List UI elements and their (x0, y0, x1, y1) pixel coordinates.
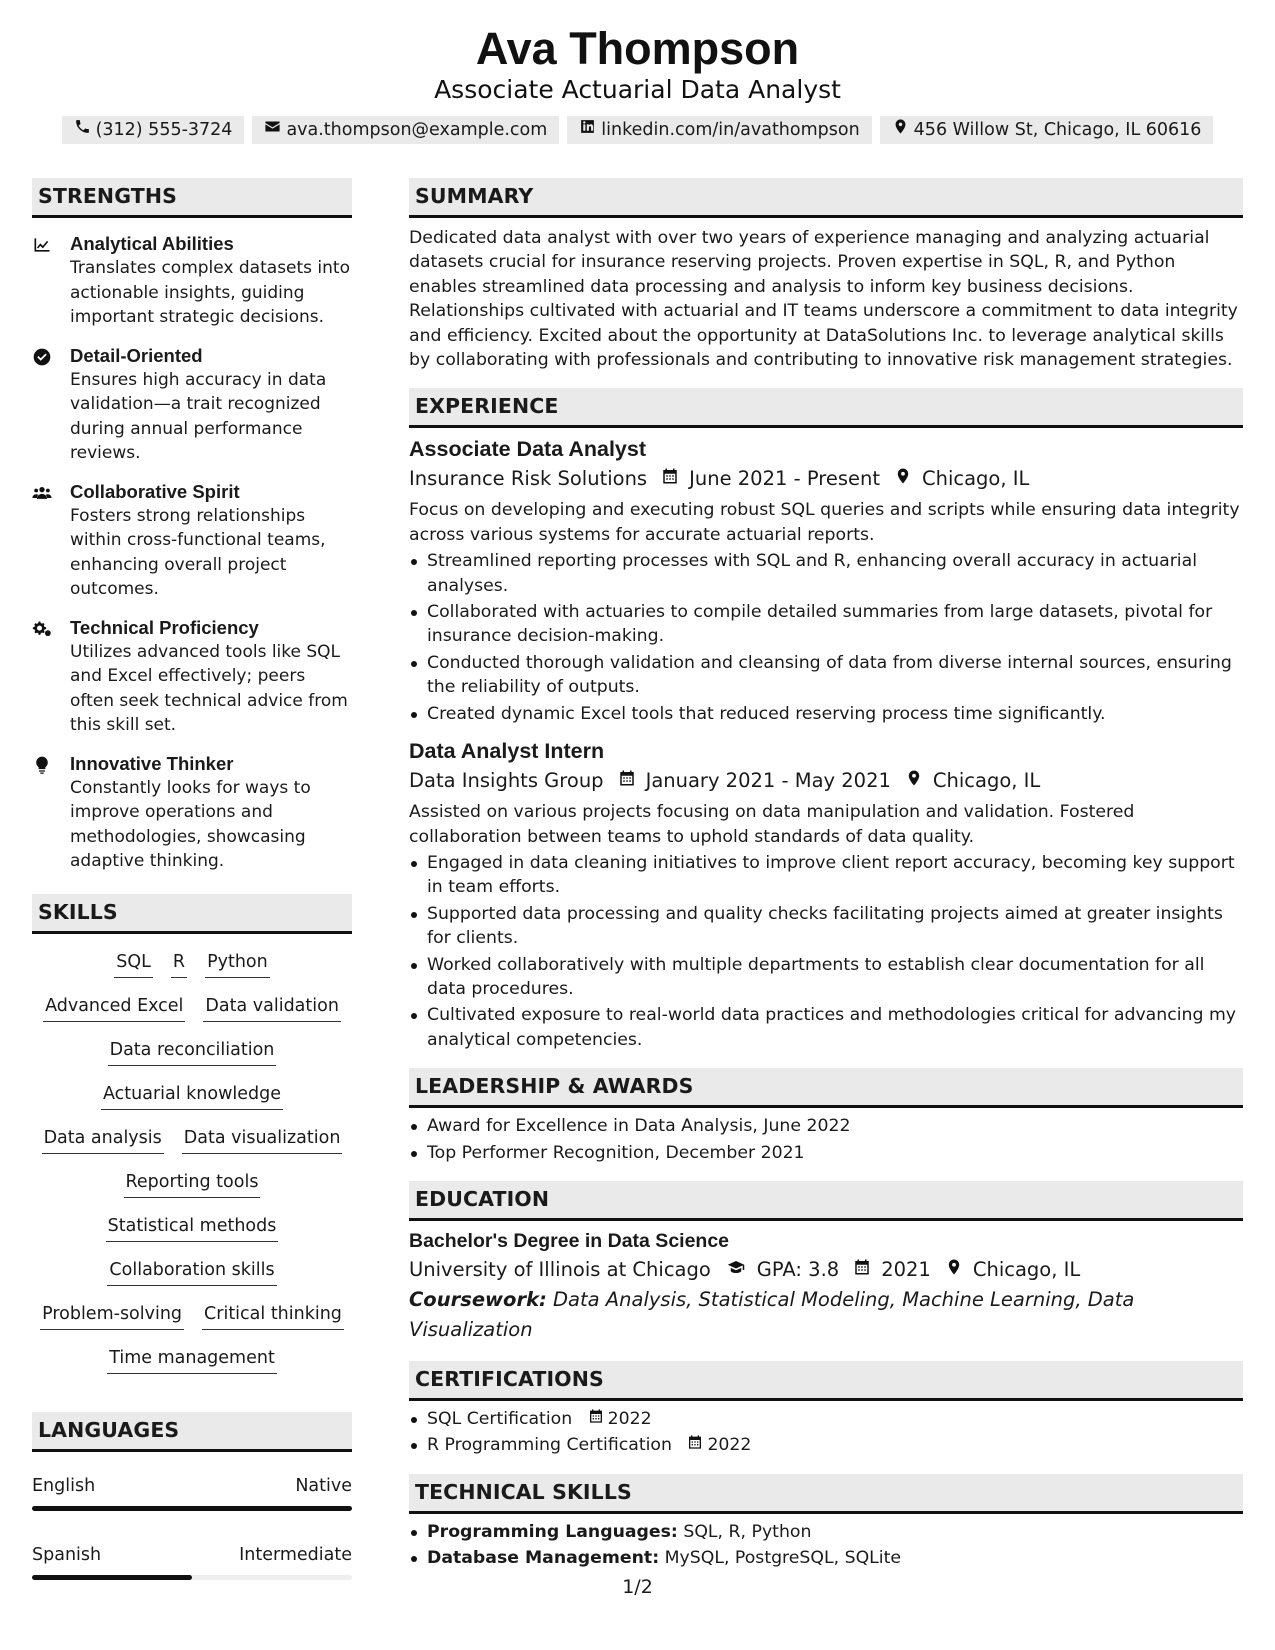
certification-item (409, 1407, 1243, 1431)
certification-name: R Programming Certification (427, 1435, 672, 1456)
company-name: Insurance Risk Solutions (409, 467, 648, 491)
strength-title: Detail-Oriented (70, 344, 203, 366)
language-name: Spanish (32, 1544, 102, 1565)
linkedin-text: linkedin.com/in/avathompson (601, 120, 860, 140)
technical-skill-label: Programming Languages: (427, 1521, 678, 1542)
job-title: Associate Data Analyst (409, 437, 646, 462)
certification-item (409, 1433, 1243, 1457)
job-bullet: Created dynamic Excel tools that reduced reserving process time significantly. (409, 702, 1243, 726)
skills-list (32, 948, 352, 1374)
job-bullet: Worked collaboratively with multiple departments to establish clear documentation for all data procedures. (409, 953, 1243, 1002)
skill-tag: Reporting tools (124, 1168, 261, 1198)
job-description: Assisted on various projects focusing on data manipulation and validation. Fostered collaboration between teams to uphold standards of data quality. (409, 802, 1135, 847)
strength-item (32, 232, 352, 330)
awards-list (409, 1114, 1243, 1165)
job-bullet: Engaged in data cleaning initiatives to improve client report accuracy, becoming key support in team efforts. (409, 851, 1243, 900)
job-bullet: Cultivated exposure to real-world data practices and methodologies critical for advancing my analytical competencies. (409, 1003, 1243, 1052)
language-item (32, 1543, 352, 1580)
award-item: Top Performer Recognition, December 2021 (409, 1141, 1243, 1165)
calendar-icon (647, 464, 689, 494)
resume-header (0, 0, 1275, 144)
skill-tag: Advanced Excel (43, 992, 185, 1022)
check-circle-icon (32, 344, 70, 466)
strength-item (32, 616, 352, 738)
job-entry (409, 736, 1243, 1052)
strength-text: Ensures high accuracy in data validation—a trait recognized during annual performance reviews. (70, 369, 327, 463)
users-icon (32, 480, 70, 602)
strength-text: Utilizes advanced tools like SQL and Excel effectively; peers often seek technical advice from this skill set. (70, 641, 348, 735)
contact-linkedin[interactable] (567, 116, 871, 144)
contact-email[interactable] (252, 116, 559, 144)
language-item (32, 1474, 352, 1511)
calendar-icon (588, 1407, 604, 1431)
strength-item (32, 480, 352, 602)
candidate-title: Associate Actuarial Data Analyst (434, 75, 841, 104)
certification-year: 2022 (707, 1435, 752, 1456)
strength-title: Technical Proficiency (70, 616, 259, 638)
skill-tag: Data visualization (182, 1124, 343, 1154)
job-bullet: Conducted thorough validation and cleansing of data from diverse internal sources, ensuring the reliability of outputs. (409, 651, 1243, 700)
education-entry (409, 1227, 1243, 1345)
school-name: University of Illinois at Chicago (409, 1257, 711, 1281)
linkedin-icon (579, 116, 596, 144)
contact-address (880, 116, 1214, 144)
strength-text: Fosters strong relationships within cross-functional teams, enhancing overall project outcomes. (70, 505, 326, 599)
job-location: Chicago, IL (932, 769, 1041, 793)
skill-tag: Actuarial knowledge (101, 1080, 283, 1110)
skill-tag: Data analysis (42, 1124, 164, 1154)
technical-skill-item (409, 1546, 1243, 1570)
strength-item (32, 752, 352, 874)
skill-tag: SQL (114, 948, 153, 978)
job-bullets (409, 851, 1243, 1052)
skill-tag: Statistical methods (106, 1212, 279, 1242)
job-dates: June 2021 - Present (689, 467, 880, 491)
strength-text: Translates complex datasets into actionable insights, guiding important strategic decisions. (70, 258, 350, 327)
job-bullets (409, 549, 1243, 726)
map-pin-icon (892, 116, 909, 144)
strength-text: Constantly looks for ways to improve operations and methodologies, showcasing adaptive thinking. (70, 777, 311, 871)
lightbulb-icon (32, 752, 70, 874)
job-bullet: Streamlined reporting processes with SQL and R, enhancing overall accuracy in actuarial analyses. (409, 549, 1243, 598)
degree-title: Bachelor's Degree in Data Science (409, 1229, 730, 1252)
skill-tag: Time management (107, 1344, 277, 1374)
calendar-icon (687, 1433, 703, 1457)
certifications-heading: CERTIFICATIONS (409, 1361, 1243, 1401)
contact-phone[interactable] (62, 116, 245, 144)
award-item: Award for Excellence in Data Analysis, June 2022 (409, 1114, 1243, 1138)
language-level: Native (295, 1475, 352, 1496)
technical-skill-label: Database Management: (427, 1548, 660, 1569)
left-column (32, 178, 352, 1580)
strength-title: Collaborative Spirit (70, 480, 240, 502)
phone-icon (74, 116, 91, 144)
strength-title: Analytical Abilities (70, 233, 234, 254)
gpa: GPA: 3.8 (756, 1257, 840, 1281)
language-name: English (32, 1475, 96, 1496)
technical-skill-item (409, 1520, 1243, 1544)
language-proficiency-bar (32, 1506, 352, 1511)
education-meta (409, 1255, 1243, 1285)
coursework-text: Data Analysis, Statistical Modeling, Machine Learning, Data Visualization (409, 1287, 1135, 1341)
graduation-year: 2021 (881, 1257, 931, 1281)
phone-text: (312) 555-3724 (95, 120, 233, 140)
contact-bar (0, 116, 1275, 144)
skill-tag: Data reconciliation (108, 1036, 277, 1066)
coursework-label: Coursework: (409, 1287, 547, 1311)
address-text: 456 Willow St, Chicago, IL 60616 (913, 120, 1202, 140)
summary-text: Dedicated data analyst with over two years of experience managing and analyzing actuarial datasets crucial for insurance reserving projects. Proven expertise in SQL, R, and Python enables streamlined data processing and analysis to inform key business decisions. Relationships cultivated with actuarial and IT teams underscore a commitment to data integrity and efficiency. Excited about the opportunity at DataSolutions Inc. to leverage analytical skills by collaborating with professionals and contributing to innovative risk management strategies. (409, 228, 1238, 371)
skill-tag: Python (205, 948, 270, 978)
gears-icon (32, 616, 70, 738)
map-pin-icon (880, 464, 922, 494)
coursework (409, 1285, 1243, 1345)
job-title: Data Analyst Intern (409, 739, 605, 764)
certification-year: 2022 (607, 1408, 652, 1429)
certification-name: SQL Certification (427, 1408, 573, 1429)
envelope-icon (264, 116, 281, 144)
job-entry (409, 434, 1243, 726)
graduation-cap-icon (711, 1255, 757, 1285)
strengths-heading: STRENGTHS (32, 178, 352, 218)
experience-heading: EXPERIENCE (409, 388, 1243, 428)
language-level: Intermediate (239, 1544, 352, 1565)
skill-tag: Problem-solving (40, 1300, 184, 1330)
job-meta (409, 766, 1243, 796)
chart-line-icon (32, 232, 70, 330)
awards-heading: LEADERSHIP & AWARDS (409, 1068, 1243, 1108)
email-text: ava.thompson@example.com (286, 120, 548, 140)
technical-skills-heading: TECHNICAL SKILLS (409, 1474, 1243, 1514)
education-heading: EDUCATION (409, 1181, 1243, 1221)
education-location: Chicago, IL (972, 1257, 1081, 1281)
job-meta (409, 464, 1243, 494)
job-dates: January 2021 - May 2021 (645, 769, 891, 793)
job-bullet: Collaborated with actuaries to compile detailed summaries from large datasets, pivotal for insurance decision-making. (409, 600, 1243, 649)
right-column (409, 178, 1243, 1571)
calendar-icon (604, 766, 646, 796)
summary-heading: SUMMARY (409, 178, 1243, 218)
skill-tag: Critical thinking (202, 1300, 344, 1330)
technical-skill-value: SQL, R, Python (683, 1521, 812, 1542)
job-bullet: Supported data processing and quality checks facilitating projects aimed at greater insights for clients. (409, 902, 1243, 951)
job-description: Focus on developing and executing robust SQL queries and scripts while ensuring data integrity across various systems for accurate actuarial reports. (409, 500, 1240, 545)
skill-tag: R (171, 948, 187, 978)
company-name: Data Insights Group (409, 769, 604, 793)
skills-heading: SKILLS (32, 894, 352, 934)
certifications-list (409, 1407, 1243, 1458)
technical-skills-list (409, 1520, 1243, 1571)
candidate-name: Ava Thompson (475, 23, 800, 74)
page-number: 1/2 (622, 1576, 653, 1598)
map-pin-icon (891, 766, 933, 796)
strength-item (32, 344, 352, 466)
language-proficiency-fill (32, 1506, 352, 1511)
skill-tag: Collaboration skills (107, 1256, 276, 1286)
skill-tag: Data validation (203, 992, 341, 1022)
job-location: Chicago, IL (921, 467, 1030, 491)
strength-title: Innovative Thinker (70, 752, 234, 774)
map-pin-icon (931, 1255, 973, 1285)
technical-skill-value: MySQL, PostgreSQL, SQLite (664, 1548, 902, 1569)
calendar-icon (839, 1255, 881, 1285)
languages-heading: LANGUAGES (32, 1412, 352, 1452)
